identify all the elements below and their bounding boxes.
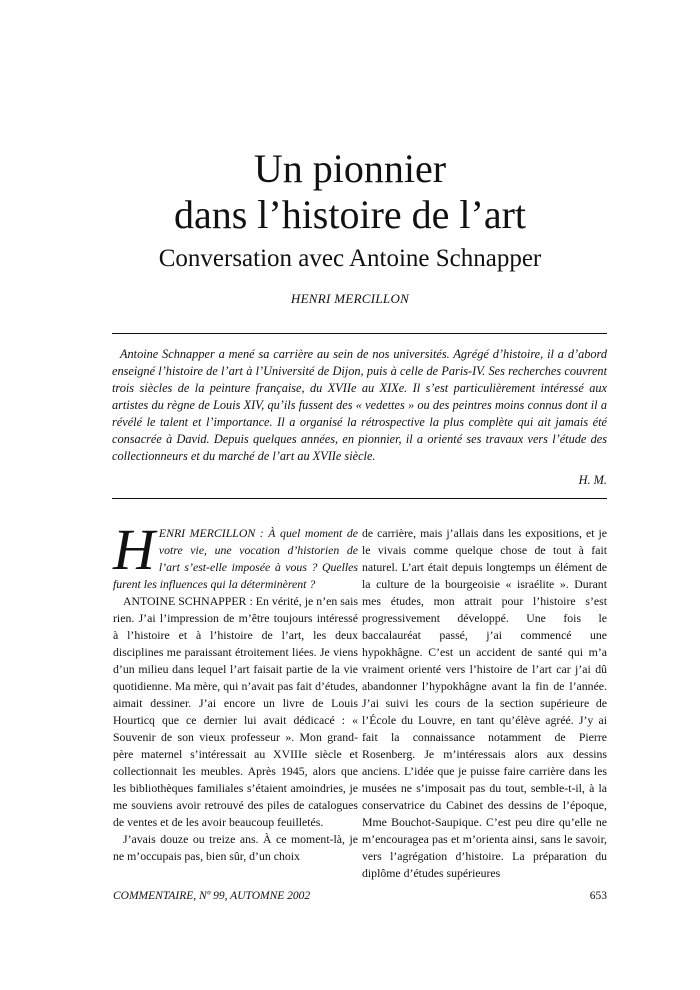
answer-speaker: ANTOINE SCHNAPPER <box>123 594 247 608</box>
top-divider <box>112 333 607 334</box>
left-column <box>113 517 358 865</box>
abstract-signoff: H. M. <box>578 473 607 487</box>
question-text: : À quel moment de votre vie, une vocation d’historien de l’art s’est-elle imposée à vous ? Quelles furent les influences qui la déterminèrent ? <box>113 526 358 591</box>
article-title <box>0 146 700 238</box>
page-number: 653 <box>589 890 607 902</box>
answer-paragraph <box>113 593 358 831</box>
answer-text: : En vérité, je n’en sais rien. J’ai l’impression de m’être toujours intéressé à l’histoire et à l’histoire de l’art, les deux disciplines me paraissant étroitement liées. Je viens d’un milieu dans lequel l’art faisait partie de la vie quotidienne. Ma mère, qui n’avait pas fait d’études, aimait dessiner. J’ai encore un livre de Louis Hourticq que ce dernier lui avait dédicacé : « Souvenir de son vieux professeur ». Mon grand-père maternel s’intéressait au XVIIIe siècle et collectionnait les meubles. Après 1945, alors que les bibliothèques familiales s’étaient amoindries, je me souviens avoir retrouvé des piles de catalogues de ventes et de les avoir beaucoup feuilletés. <box>113 594 358 829</box>
right-column-text: de carrière, mais j’allais dans les expositions, et je le vivais comme quelque chose de tout à fait naturel. L’art était depuis longtemps un élément de la culture de la bourgeoisie « israélite ». Durant mes études, mon attrait pour l’histoire s’est progressivement développé. Une fois le baccalauréat passé, j’ai commencé une hypokhâgne. C’est un accident de santé qui m’a vraiment orienté vers l’histoire de l’art car j’ai dû abandonner l’hypokhâgne avant la fin de l’année. J’ai suivi les cours de la section supérieure de l’École du Louvre, en tant qu’élève agréé. J’y ai fait la connaissance notamment de Pierre Rosenberg. Je m’intéressais alors aux dessins anciens. L’idée que je puisse faire carrière dans les musées ne s’imposait pas du tout, semble-t-il, à la conservatrice du Cabinet des dessins de l’époque, Mme Bouchot-Saupique. C’est peu dire qu’elle ne m’encouragea pas et m’orienta ainsi, sans le savoir, vers l’agrégation d’histoire. La préparation du diplôme d’études supérieures <box>362 526 607 880</box>
article-subtitle: Conversation avec Antoine Schnapper <box>158 245 542 272</box>
question-speaker: ENRI MERCILLON <box>158 526 256 540</box>
answer-paragraph-2: J’avais douze ou treize ans. À ce moment-là, je ne m’occupais pas, bien sûr, d’un choix <box>113 832 358 863</box>
bottom-divider <box>112 498 607 499</box>
journal-footer: COMMENTAIRE, Nº 99, AUTOMNE 2002 <box>113 890 311 902</box>
question-paragraph <box>113 517 358 593</box>
drop-cap: H <box>113 517 155 582</box>
abstract-text: Antoine Schnapper a mené sa carrière au sein de nos universités. Agrégé d’histoire, il a d’abord enseigné l’histoire de l’art à l’Université de Dijon, puis à celle de Paris-IV. Ses recherches couvrent trois siècles de la peinture française, du XVIIe au XIXe. Il s’est particulièrement intéressé aux artistes du règne de Louis XIV, qu’ils fussent des « vedettes » ou des peintres moins connus dont il a révélé le talent et l’importance. Il a organisé la rétrospective la plus complète qui ait jamais été consacrée à David. Depuis quelques années, en pionnier, il a orienté ses travaux vers l’étude des collectionneurs et du marché de l’art au XVIIe siècle. <box>112 347 607 463</box>
right-column <box>362 525 607 882</box>
title-line-2: dans l’histoire de l’art <box>173 192 527 237</box>
title-line-1: Un pionnier <box>253 146 447 191</box>
author-name: HENRI MERCILLON <box>290 291 410 306</box>
